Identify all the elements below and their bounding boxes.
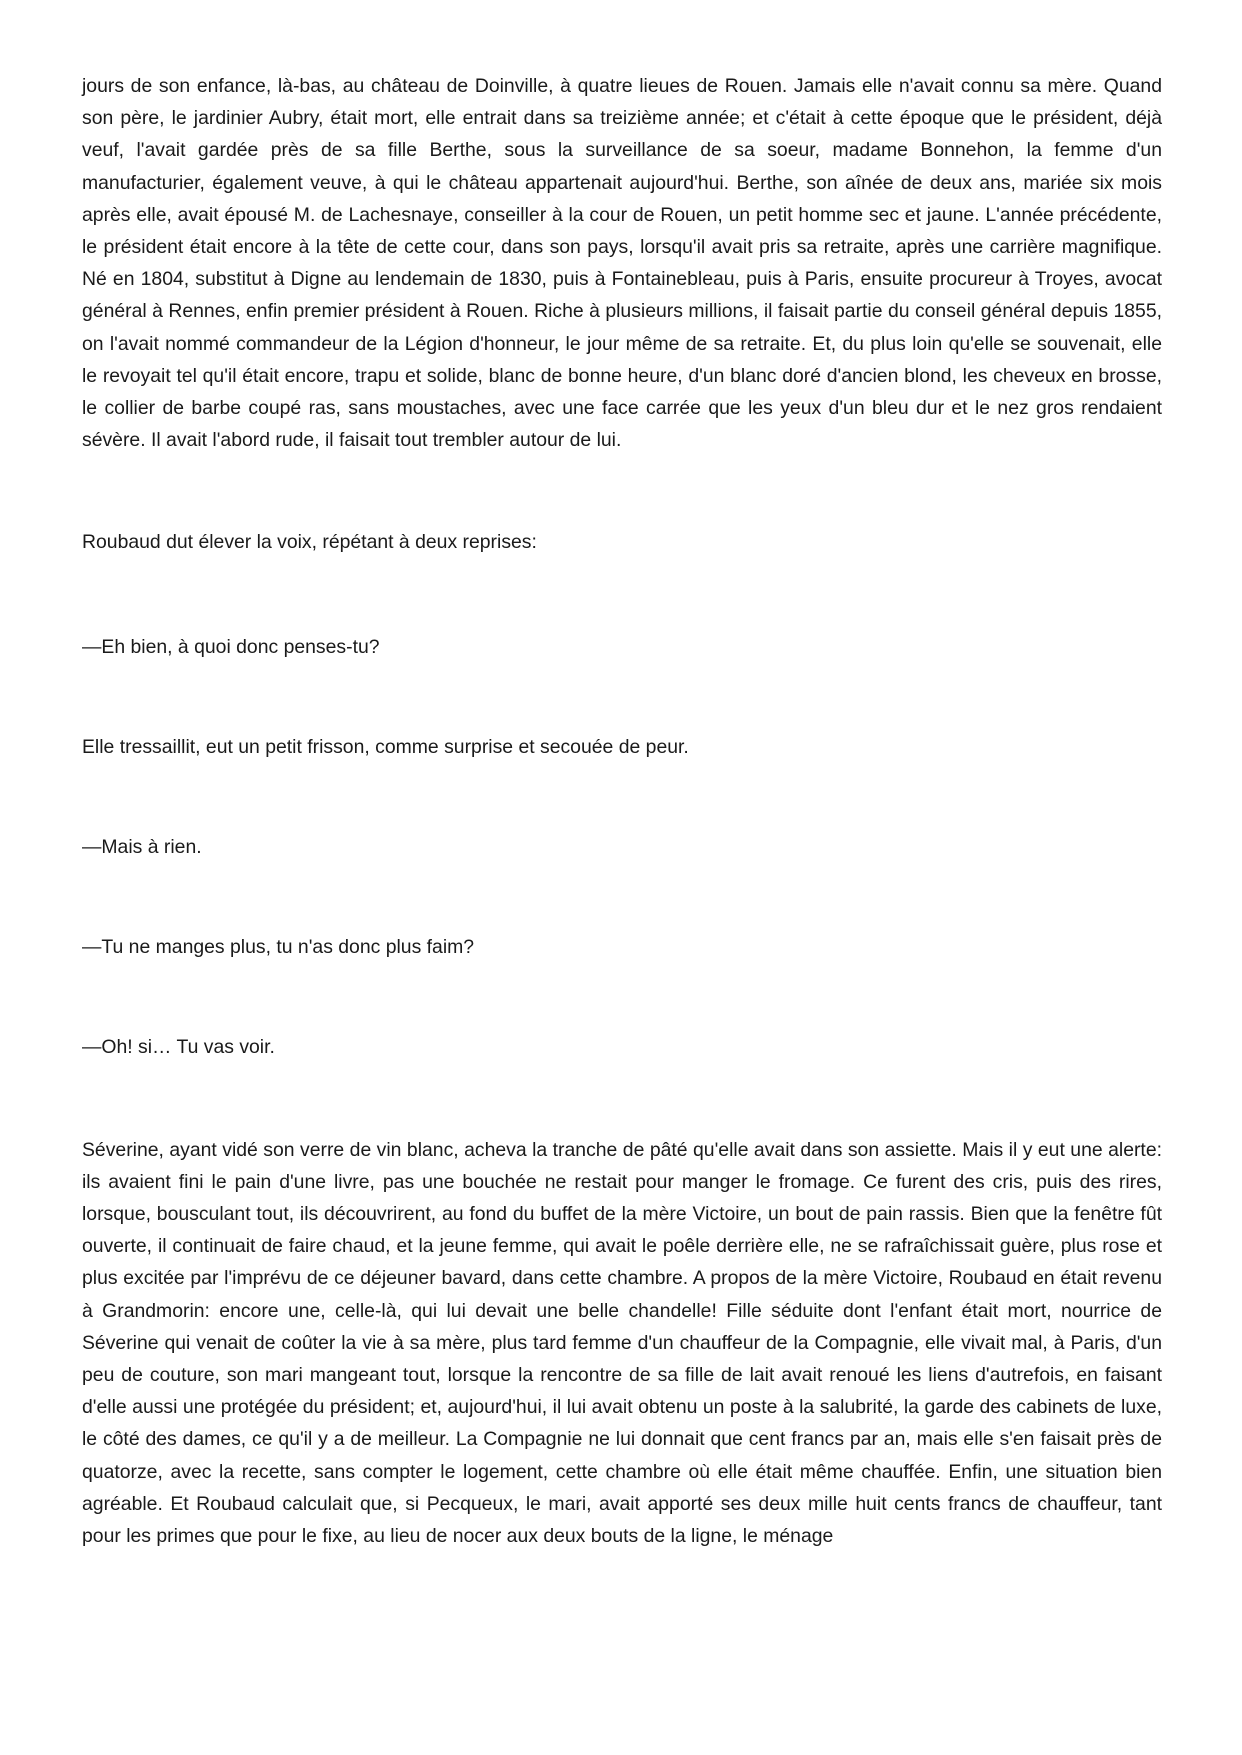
paragraph-spacer xyxy=(82,456,1162,526)
paragraph-spacer xyxy=(82,663,1162,731)
paragraph-tressaillit: Elle tressaillit, eut un petit frisson, comme surprise et secouée de peur. xyxy=(82,735,689,758)
paragraph-spacer xyxy=(82,1064,1162,1134)
paragraph-spacer xyxy=(82,559,1162,631)
dialogue-line: —Mais à rien. xyxy=(82,836,202,859)
paragraph-spacer xyxy=(82,963,1162,1031)
dialogue-line: —Tu ne manges plus, tu n'as donc plus faim? xyxy=(82,936,475,959)
paragraph-spacer xyxy=(82,763,1162,831)
dialogue-line: —Eh bien, à quoi donc penses-tu? xyxy=(82,635,380,658)
dialogue-line: —Oh! si… Tu vas voir. xyxy=(82,1036,275,1059)
document-page xyxy=(82,70,1162,1552)
paragraph-spacer xyxy=(82,863,1162,931)
paragraph-roubaud-voice: Roubaud dut élever la voix, répétant à deux reprises: xyxy=(82,531,537,554)
paragraph-severine: Séverine, ayant vidé son verre de vin blanc, acheva la tranche de pâté qu'elle avait dans son assiette. Mais il y eut une alerte: ils avaient fini le pain d'une livre, pas une bouchée ne restait pour manger le fromage. Ce furent des cris, puis des rires, lorsque, bousculant tout, ils découvrirent, au fond du buffet de la mère Victoire, un bout de pain rassis. Bien que la fenêtre fût ouverte, il continuait de faire chaud, et la jeune femme, qui avait le poêle derrière elle, ne se rafraîchissait guère, plus rose et plus excitée par l'imprévu de ce déjeuner bavard, dans cette chambre. A propos de la mère Victoire, Roubaud en était revenu à Grandmorin: encore une, celle-là, qui lui devait une belle chandelle! Fille séduite dont l'enfant était mort, nourrice de Séverine qui venait de coûter la vie à sa mère, plus tard femme d'un chauffeur de la Compagnie, elle vivait mal, à Paris, d'un peu de couture, son mari mangeant tout, lorsque la rencontre de sa fille de lait avait renoué les liens d'autrefois, en faisant d'elle aussi une protégée du président; et, aujourd'hui, il lui avait obtenu un poste à la salubrité, la garde des cabinets de luxe, le côté des dames, ce qu'il y a de meilleur. La Compagnie ne lui donnait que cent francs par an, mais elle s'en faisait près de quatorze, avec la recette, sans compter le logement, cette chambre où elle était même chauffée. Enfin, une situation bien agréable. Et Roubaud calculait que, si Pecqueux, le mari, avait apporté ses deux mille huit cents francs de chauffeur, tant pour les primes que pour le fixe, au lieu de nocer aux deux bouts de la ligne, le ménage xyxy=(82,1138,1162,1548)
paragraph-childhood: jours de son enfance, là-bas, au château de Doinville, à quatre lieues de Rouen. Jamais elle n'avait connu sa mère. Quand son père, le jardinier Aubry, était mort, elle entrait dans sa treizième année; et c'était à cette époque que le président, déjà veuf, l'avait gardée près de sa fille Berthe, sous la surveillance de sa soeur, madame Bonnehon, la femme d'un manufacturier, également veuve, à qui le château appartenait aujourd'hui. Berthe, son aînée de deux ans, mariée six mois après elle, avait épousé M. de Lachesnaye, conseiller à la cour de Rouen, un petit homme sec et jaune. L'année précédente, le président était encore à la tête de cette cour, dans son pays, lorsqu'il avait pris sa retraite, après une carrière magnifique. Né en 1804, substitut à Digne au lendemain de 1830, puis à Fontainebleau, puis à Paris, ensuite procureur à Troyes, avocat général à Rennes, enfin premier président à Rouen. Riche à plusieurs millions, il faisait partie du conseil général depuis 1855, on l'avait nommé commandeur de la Légion d'honneur, le jour même de sa retraite. Et, du plus loin qu'elle se souvenait, elle le revoyait tel qu'il était encore, trapu et solide, blanc de bonne heure, d'un blanc doré d'ancien blond, les cheveux en brosse, le collier de barbe coupé ras, sans moustaches, avec une face carrée que les yeux d'un bleu dur et le nez gros rendaient sévère. Il avait l'abord rude, il faisait tout trembler autour de lui. xyxy=(82,75,1162,452)
